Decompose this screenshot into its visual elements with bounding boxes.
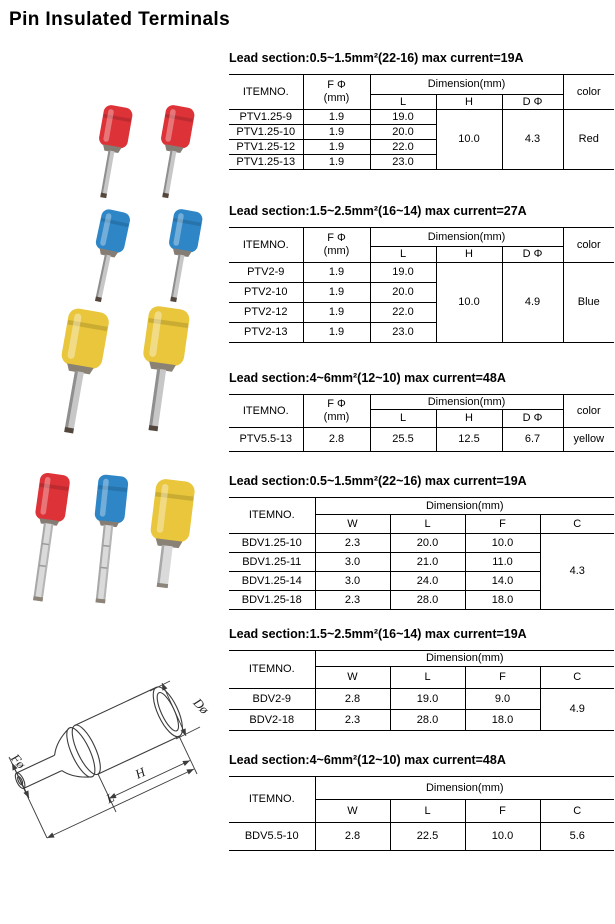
lead-section-caption: Lead section:1.5~2.5mm²(16~14) max current=27A <box>229 204 527 218</box>
cell-color: yellow <box>563 428 614 452</box>
cell-l: 22.0 <box>370 140 436 155</box>
cell-d: 4.3 <box>502 110 563 170</box>
table-row <box>229 823 614 851</box>
col-header-c: C <box>540 667 614 689</box>
cell-d: 4.9 <box>502 263 563 343</box>
page-title: Pin Insulated Terminals <box>9 9 231 30</box>
table-row <box>229 428 614 452</box>
col-header-itemno: ITEMNO. <box>229 498 315 534</box>
f-unit: (mm) <box>323 92 350 104</box>
f-symbol: F Φ <box>327 79 346 92</box>
drawing-label-f: Fø <box>8 750 29 772</box>
spec-section-2 <box>229 204 615 343</box>
cell-f: 11.0 <box>465 553 540 572</box>
col-header-itemno: ITEMNO. <box>229 395 303 428</box>
lead-section-caption: Lead section:4~6mm²(12~10) max current=48A <box>229 753 506 767</box>
col-header-f <box>303 75 370 110</box>
col-header-c: C <box>540 515 614 534</box>
cell-f: 10.0 <box>465 534 540 553</box>
table-row <box>229 263 614 283</box>
col-header-w: W <box>315 667 390 689</box>
drawing-label-l: L <box>103 789 117 807</box>
cell-itemno: PTV1.25-13 <box>229 155 303 170</box>
col-header-d: D Φ <box>502 247 563 263</box>
col-header-dimension: Dimension(mm) <box>315 651 614 667</box>
cell-c: 4.9 <box>540 689 614 731</box>
col-header-f <box>303 228 370 263</box>
cell-color: Blue <box>563 263 614 343</box>
cell-f: 1.9 <box>303 125 370 140</box>
col-header-color: color <box>563 75 614 110</box>
col-header-l: L <box>370 95 436 110</box>
cell-l: 23.0 <box>370 323 436 343</box>
col-header-w: W <box>315 800 390 823</box>
cell-w: 2.3 <box>315 591 390 610</box>
cell-l: 28.0 <box>390 710 465 731</box>
spec-table-ptv-1 <box>229 74 614 170</box>
cell-itemno: BDV1.25-10 <box>229 534 315 553</box>
cell-f: 1.9 <box>303 110 370 125</box>
red-blade-terminal <box>25 472 71 603</box>
cell-l: 20.0 <box>390 534 465 553</box>
yellow-pin-terminal-1 <box>48 307 110 435</box>
terminal-photo-yellow-pair <box>48 303 200 435</box>
cell-l: 19.0 <box>370 110 436 125</box>
col-header-l: L <box>390 800 465 823</box>
cell-f: 9.0 <box>465 689 540 710</box>
f-unit: (mm) <box>323 245 350 257</box>
cell-f: 1.9 <box>303 155 370 170</box>
cell-itemno: PTV5.5-13 <box>229 428 303 452</box>
cell-h: 10.0 <box>436 263 502 343</box>
col-header-color: color <box>563 228 614 263</box>
lead-section-caption: Lead section:0.5~1.5mm²(22-16) max current=19A <box>229 51 524 65</box>
cell-l: 22.0 <box>370 303 436 323</box>
cell-itemno: BDV1.25-18 <box>229 591 315 610</box>
cell-c: 5.6 <box>540 823 614 851</box>
cell-itemno: PTV2-13 <box>229 323 303 343</box>
lead-section-caption: Lead section:0.5~1.5mm²(22~16) max current=19A <box>229 474 527 488</box>
col-header-itemno: ITEMNO. <box>229 228 303 263</box>
col-header-h: H <box>436 95 502 110</box>
spec-section-1 <box>229 51 615 170</box>
cell-l: 19.0 <box>390 689 465 710</box>
col-header-f: F <box>465 515 540 534</box>
cell-itemno: PTV2-12 <box>229 303 303 323</box>
cell-f: 10.0 <box>465 823 540 851</box>
drawing-label-d: Dø <box>190 695 213 717</box>
cell-f: 1.9 <box>303 283 370 303</box>
spec-table-bdv-1 <box>229 497 614 610</box>
col-header-dimension: Dimension(mm) <box>370 395 563 410</box>
dimension-drawing <box>0 677 222 863</box>
cell-l: 19.0 <box>370 263 436 283</box>
col-header-f: F <box>465 800 540 823</box>
spec-table-bdv-2 <box>229 650 614 731</box>
cell-d: 6.7 <box>502 428 563 452</box>
cell-itemno: BDV2-9 <box>229 689 315 710</box>
f-unit: (mm) <box>323 411 350 423</box>
cell-f: 18.0 <box>465 591 540 610</box>
terminal-photo-blade-trio <box>25 462 203 617</box>
spec-section-4 <box>229 474 615 610</box>
cell-w: 2.8 <box>315 823 390 851</box>
dimension-lines <box>9 681 200 838</box>
col-header-f: F <box>465 667 540 689</box>
cell-f: 1.9 <box>303 323 370 343</box>
cell-itemno: BDV2-18 <box>229 710 315 731</box>
red-pin-terminal-1 <box>89 104 134 200</box>
cell-f: 1.9 <box>303 303 370 323</box>
cell-l: 28.0 <box>390 591 465 610</box>
cell-itemno: PTV1.25-10 <box>229 125 303 140</box>
col-header-l: L <box>390 667 465 689</box>
red-pin-terminal-2 <box>151 104 196 200</box>
col-header-l: L <box>370 410 436 428</box>
col-header-dimension: Dimension(mm) <box>315 777 614 800</box>
cell-itemno: PTV2-9 <box>229 263 303 283</box>
col-header-itemno: ITEMNO. <box>229 651 315 689</box>
col-header-d: D Φ <box>502 95 563 110</box>
spec-table-bdv-3 <box>229 776 614 851</box>
spec-table-ptv-3 <box>229 394 614 452</box>
col-header-dimension: Dimension(mm) <box>370 75 563 95</box>
cell-l: 24.0 <box>390 572 465 591</box>
spec-section-3 <box>229 371 615 452</box>
cell-c: 4.3 <box>540 534 614 610</box>
cell-f: 2.8 <box>303 428 370 452</box>
spec-table-ptv-2 <box>229 227 614 343</box>
cell-l: 22.5 <box>390 823 465 851</box>
cell-itemno: BDV1.25-14 <box>229 572 315 591</box>
spec-section-6 <box>229 753 615 851</box>
cell-w: 3.0 <box>315 572 390 591</box>
cell-itemno: BDV5.5-10 <box>229 823 315 851</box>
f-symbol: F Φ <box>327 232 346 245</box>
lead-section-caption: Lead section:1.5~2.5mm²(16~14) max current=19A <box>229 627 527 641</box>
cell-f: 1.9 <box>303 263 370 283</box>
cell-itemno: PTV1.25-9 <box>229 110 303 125</box>
lead-section-caption: Lead section:4~6mm²(12~10) max current=48A <box>229 371 506 385</box>
table-row <box>229 534 614 553</box>
cell-l: 20.0 <box>370 125 436 140</box>
col-header-w: W <box>315 515 390 534</box>
spec-section-5 <box>229 627 615 731</box>
cell-h: 12.5 <box>436 428 502 452</box>
cell-l: 25.5 <box>370 428 436 452</box>
cell-l: 21.0 <box>390 553 465 572</box>
yellow-blade-terminal <box>144 478 196 590</box>
col-header-dimension: Dimension(mm) <box>315 498 614 515</box>
cell-w: 2.8 <box>315 689 390 710</box>
cell-l: 20.0 <box>370 283 436 303</box>
col-header-l: L <box>370 247 436 263</box>
blue-pin-terminal-1 <box>85 208 131 304</box>
col-header-l: L <box>390 515 465 534</box>
terminal-outline <box>6 683 189 807</box>
cell-f: 18.0 <box>465 710 540 731</box>
col-header-itemno: ITEMNO. <box>229 75 303 110</box>
table-row <box>229 110 614 125</box>
blue-blade-terminal <box>86 474 129 604</box>
cell-w: 3.0 <box>315 553 390 572</box>
cell-color: Red <box>563 110 614 170</box>
yellow-pin-terminal-2 <box>133 305 191 433</box>
col-header-f <box>303 395 370 428</box>
terminal-photo-red-pair <box>85 100 211 200</box>
cell-l: 23.0 <box>370 155 436 170</box>
cell-f: 1.9 <box>303 140 370 155</box>
table-row <box>229 689 614 710</box>
col-header-dimension: Dimension(mm) <box>370 228 563 247</box>
drawing-label-h: H <box>132 764 148 782</box>
blue-pin-terminal-2 <box>159 208 204 304</box>
col-header-h: H <box>436 247 502 263</box>
cell-w: 2.3 <box>315 710 390 731</box>
cell-itemno: PTV1.25-12 <box>229 140 303 155</box>
terminal-photo-blue-pair <box>85 202 211 304</box>
col-header-itemno: ITEMNO. <box>229 777 315 823</box>
cell-itemno: PTV2-10 <box>229 283 303 303</box>
col-header-h: H <box>436 410 502 428</box>
cell-itemno: BDV1.25-11 <box>229 553 315 572</box>
col-header-d: D Φ <box>502 410 563 428</box>
f-symbol: F Φ <box>327 398 346 411</box>
cell-w: 2.3 <box>315 534 390 553</box>
col-header-color: color <box>563 395 614 428</box>
col-header-c: C <box>540 800 614 823</box>
cell-f: 14.0 <box>465 572 540 591</box>
cell-h: 10.0 <box>436 110 502 170</box>
